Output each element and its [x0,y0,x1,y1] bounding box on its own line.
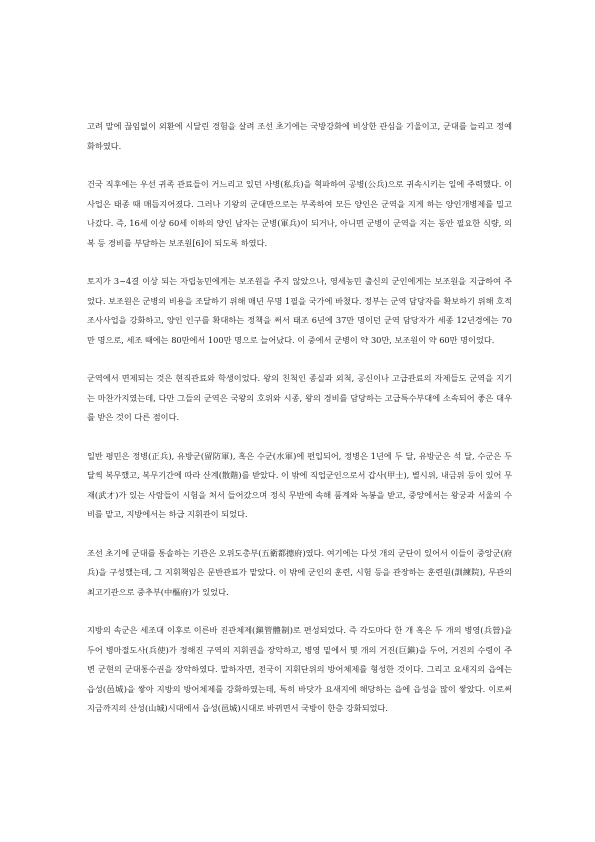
paragraph-1: 고려 말에 끊임없이 외환에 시달린 경험을 살려 조선 초기에는 국방강화에 비상한 관심을 기울이고, 군대를 늘리고 정예화하였다. [87,121,512,151]
paragraph-5: 일반 평민은 정병(正兵), 유방군(留防軍), 혹은 수군(水軍)에 편입되어, 정병은 1년에 두 달, 유방군은 석 달, 수군은 두 달씩 복무했고, 복무기간에 따라 산계(散階)를 받았다. 이 밖에 직업군인으로서 갑사(甲士), 별시위, 내금위 등이 있어 무재(武才)가 있는 사람들이 시험을 쳐서 들어갔으며 정식 무반에 속해 품계와 녹봉을 받고, 중앙에서는 왕궁과 서울의 수비를 맡고, 지방에서는 하급 지휘관이 되었다. [87,450,512,519]
paragraph-6: 조선 초기에 군대를 통솔하는 기관은 오위도총부(五衛都摠府)였다. 여기에는 다섯 개의 군단이 있어서 이들이 중앙군(府兵)을 구성했는데, 그 지휘책임은 문반관료가 맡았다. 이 밖에 군인의 훈련, 시험 등을 관장하는 훈련원(訓練院), 무관의 최고기관으로 중추부(中樞府)가 있었다. [87,547,512,597]
paragraph-3: 토지가 3~4결 이상 되는 자립농민에게는 보조원을 주지 않았으나, 영세농민 출신의 군인에게는 보조원을 지급하여 주었다. 보조원은 군병의 비용을 조달하기 위해 매년 무명 1필을 국가에 바쳤다. 정부는 군역 담당자를 확보하기 위해 호적조사사업을 강화하고, 양인 인구를 확대하는 정책을 써서 태조 6년에 37만 명이던 군역 담당자가 세종 12년경에는 70만 명으로, 세조 때에는 80만에서 100만 명으로 늘어났다. 이 중에서 군병이 약 30만, 보조원이 약 60만 명이었다. [87,276,512,345]
paragraph-4: 군역에서 면제되는 것은 현직관료와 학생이었다. 왕의 친척인 종실과 외척, 공신이나 고급관료의 자제들도 군역을 지기는 마찬가지였는데, 다만 그들의 군역은 국왕의 호위와 시종, 왕의 경비를 담당하는 고급특수부대에 소속되어 좋은 대우를 받은 것이 다른 점이다. [87,373,512,422]
document-body [87,117,512,738]
paragraph-7: 지방의 속군은 세조대 이후로 이른바 진관체제(鎭管體制)로 편성되었다. 즉 각도마다 한 개 혹은 두 개의 병영(兵營)을 두어 병마절도사(兵使)가 정해진 구역의 지휘권을 장악하고, 병영 밑에서 몇 개의 거진(巨鎭)을 두어, 거진의 수령이 주변 군현의 군대통수권을 장악하였다. 말하자면, 전국이 지휘단위의 방어체제를 형성한 것이다. 그리고 요새지의 읍에는 읍성(邑城)을 쌓아 지방의 방어체제를 강화하였는데, 특히 바닷가 요새지에 해당하는 읍에 읍성을 많이 쌓았다. 이로써 지금까지의 산성(山城)시대에서 읍성(邑城)시대로 바뀌면서 국방이 한층 강화되었다. [87,625,512,713]
paragraph-2: 건국 직후에는 우선 귀족 관료들이 거느리고 있던 사병(私兵)을 혁파하여 공병(公兵)으로 귀속시키는 일에 주력했다. 이 사업은 태종 때 매듭지어졌다. 그러나 기왕의 군대만으로는 부족하여 모든 양인은 군역을 지게 하는 양인개병제를 밀고 나갔다. 즉, 16세 이상 60세 이하의 양인 남자는 군병(軍兵)이 되거나, 아니면 군병이 군역을 지는 동안 필요한 식량, 의복 등 경비를 부담하는 보조원[6]이 되도록 하였다. [87,179,512,248]
